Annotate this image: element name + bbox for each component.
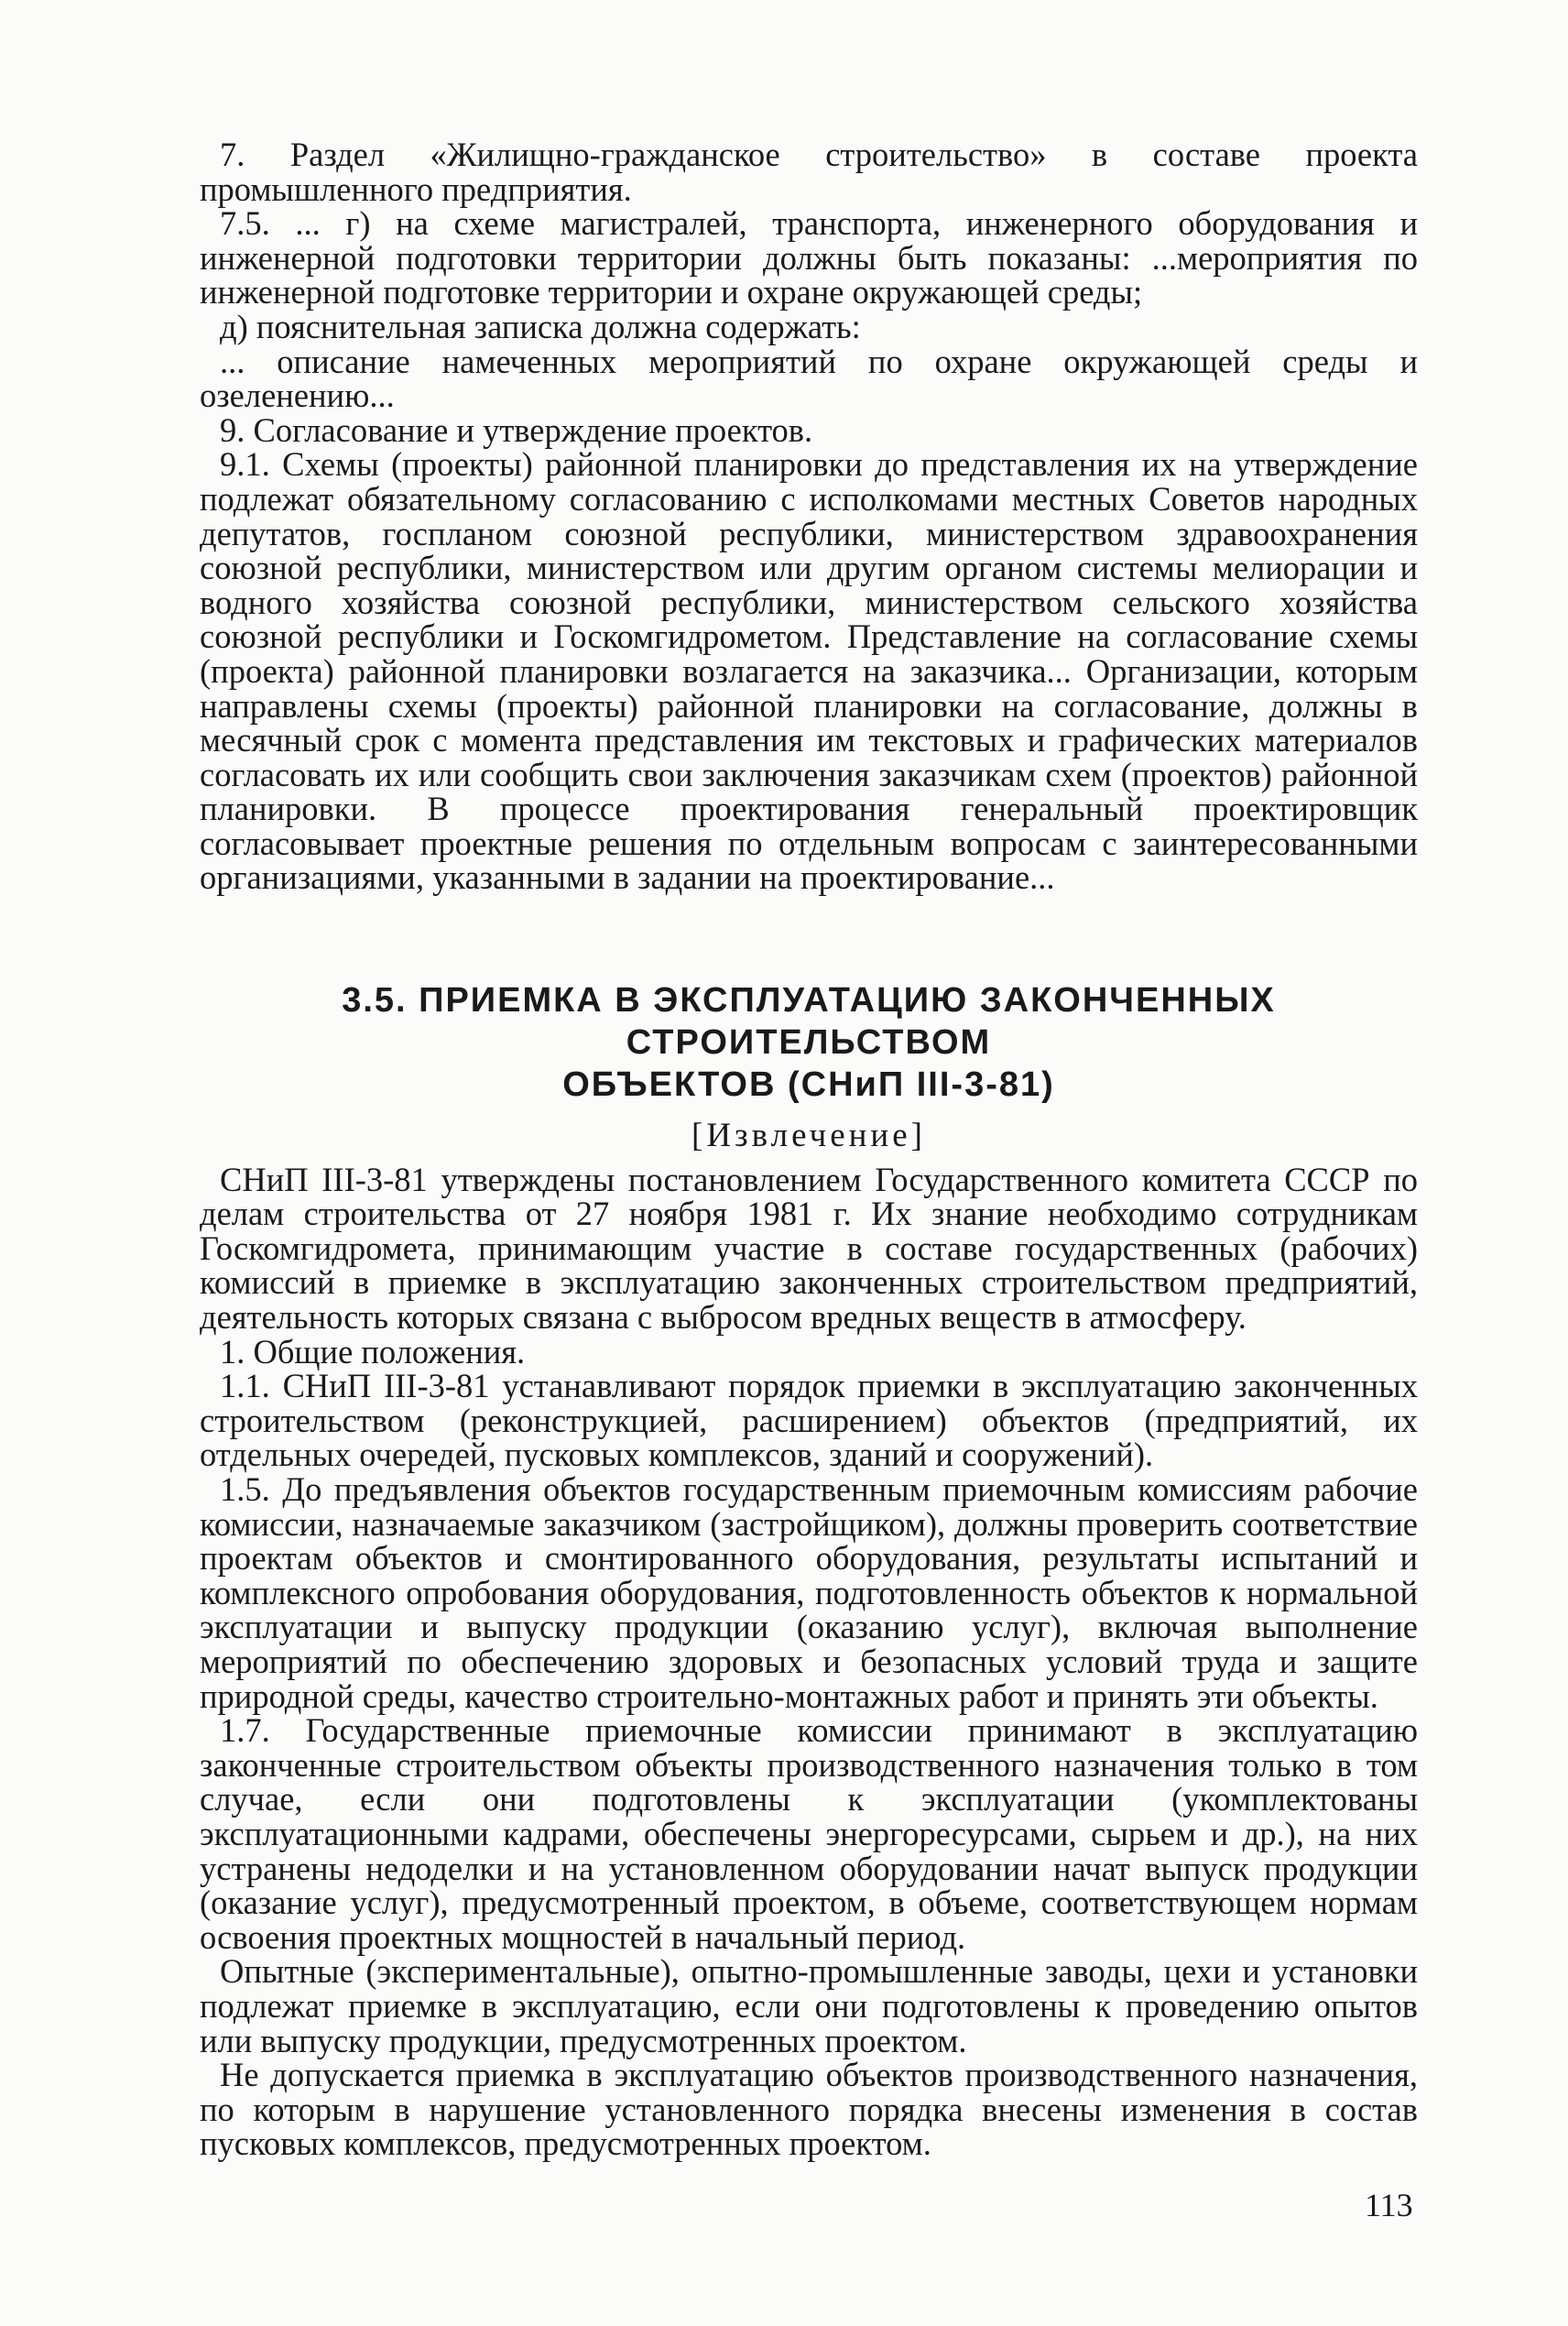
paragraph-section-7: 7. Раздел «Жилищно-гражданское строительство» в составе проекта промышленного предприятия. bbox=[200, 136, 1418, 208]
paragraph-9-1: 9.1. Схемы (проекты) районной планировки до представления их на утверждение подлежат обязательному согласованию с исполкомами местных Советов народных депутатов, госпланом союзной республики, министерством здравоохранения союзной республики, министерством или другим органом системы мелиорации и водного хозяйства союзной республики, министерством сельского хозяйства союзной республики и Госкомгидрометом. Представление на согласование схемы (проекта) районной планировки возлагается на заказчика... Организации, которым направлены схемы (проекты) районной планировки на согласование, должны в месячный срок с момента представления им текстовых и графических материалов согласовать их или сообщить свои заключения заказчикам схем (проектов) районной планировки. В процессе проектирования генеральный проектировщик согласовывает проектные решения по отдельным вопросам с заинтересованными организациями, указанными в задании на проектирование... bbox=[200, 445, 1418, 897]
page-number: 113 bbox=[1365, 2187, 1413, 2223]
paragraph-1-5: 1.5. До предъявления объектов государственным приемочным комиссиям рабочие комиссии, назначаемые заказчиком (застройщиком), должны проверить соответствие проектам объектов и смонтированного оборудования, результаты испытаний и комплексного опробования оборудования, подготовленность объектов к нормальной эксплуатации и выпуску продукции (оказанию услуг), включая выполнение мероприятий по обеспечению здоровых и безопасных условий труда и защите природной среды, качество строительно-монтажных работ и принять эти объекты. bbox=[200, 1470, 1418, 1715]
page-body bbox=[200, 137, 1418, 2161]
paragraph-1-7: 1.7. Государственные приемочные комиссии принимают в эксплуатацию законченные строительством объекты производственного назначения только в том случае, если они подготовлены к эксплуатации (укомплектованы эксплуатационными кадрами, обеспечены энергоресурсами, сырьем и др.), на них устранены недоделки и на установленном оборудовании начат выпуск продукции (оказание услуг), предусмотренный проектом, в объеме, соответствующем нормам освоения проектных мощностей в начальный период. bbox=[200, 1711, 1418, 1956]
extract-label: [Извлечение] bbox=[691, 1117, 926, 1155]
paragraph-explanatory-note: д) пояснительная записка должна содержать: bbox=[220, 307, 861, 345]
paragraph-experimental-plants: Опытные (экспериментальные), опытно-промышленные заводы, цехи и установки подлежат приемке в эксплуатацию, если они подготовлены к проведению опытов или выпуску продукции, предусмотренных проектом. bbox=[200, 1952, 1418, 2059]
section-header bbox=[200, 979, 1418, 1153]
paragraph-1-1: 1.1. СНиП III-3-81 устанавливают порядок приемки в эксплуатацию законченных строительством (реконструкцией, расширением) объектов (предприятий, их отдельных очередей, пусковых комплексов, зданий и сооружений). bbox=[200, 1367, 1418, 1474]
paragraph-section-9: 9. Согласование и утверждение проектов. bbox=[220, 410, 813, 449]
paragraph-snip-intro: СНиП III-3-81 утверждены постановлением Государственного комитета СССР по делам строительства от 27 ноября 1981 г. Их знание необходимо сотрудникам Госкомгидромета, принимающим участие в составе государственных (рабочих) комиссий в приемке в эксплуатацию законченных строительством предприятий, деятельность которых связана с выбросом вредных веществ в атмосферу. bbox=[200, 1160, 1418, 1337]
paragraph-general-provisions: 1. Общие положения. bbox=[220, 1332, 526, 1370]
paragraph-7-5: 7.5. ... г) на схеме магистралей, транспорта, инженерного оборудования и инженерной подготовки территории должны быть показаны: ...мероприятия по инженерной подготовке территории и охране окружающей среды; bbox=[200, 204, 1418, 311]
section-title-line2: ОБЪЕКТОВ (СНиП III-3-81) bbox=[562, 1065, 1055, 1105]
paragraph-env-measures: ... описание намеченных мероприятий по охране окружающей среды и озеленению... bbox=[200, 342, 1418, 415]
section-title-line1: 3.5. ПРИЕМКА В ЭКСПЛУАТАЦИЮ ЗАКОНЧЕННЫХ СТРОИТЕЛЬСТВОМ bbox=[342, 981, 1276, 1063]
paragraph-not-allowed: Не допускается приемка в эксплуатацию объектов производственного назначения, по которым в нарушение установленного порядка внесены изменения в состав пусковых комплексов, предусмотренных проектом. bbox=[200, 2056, 1418, 2163]
